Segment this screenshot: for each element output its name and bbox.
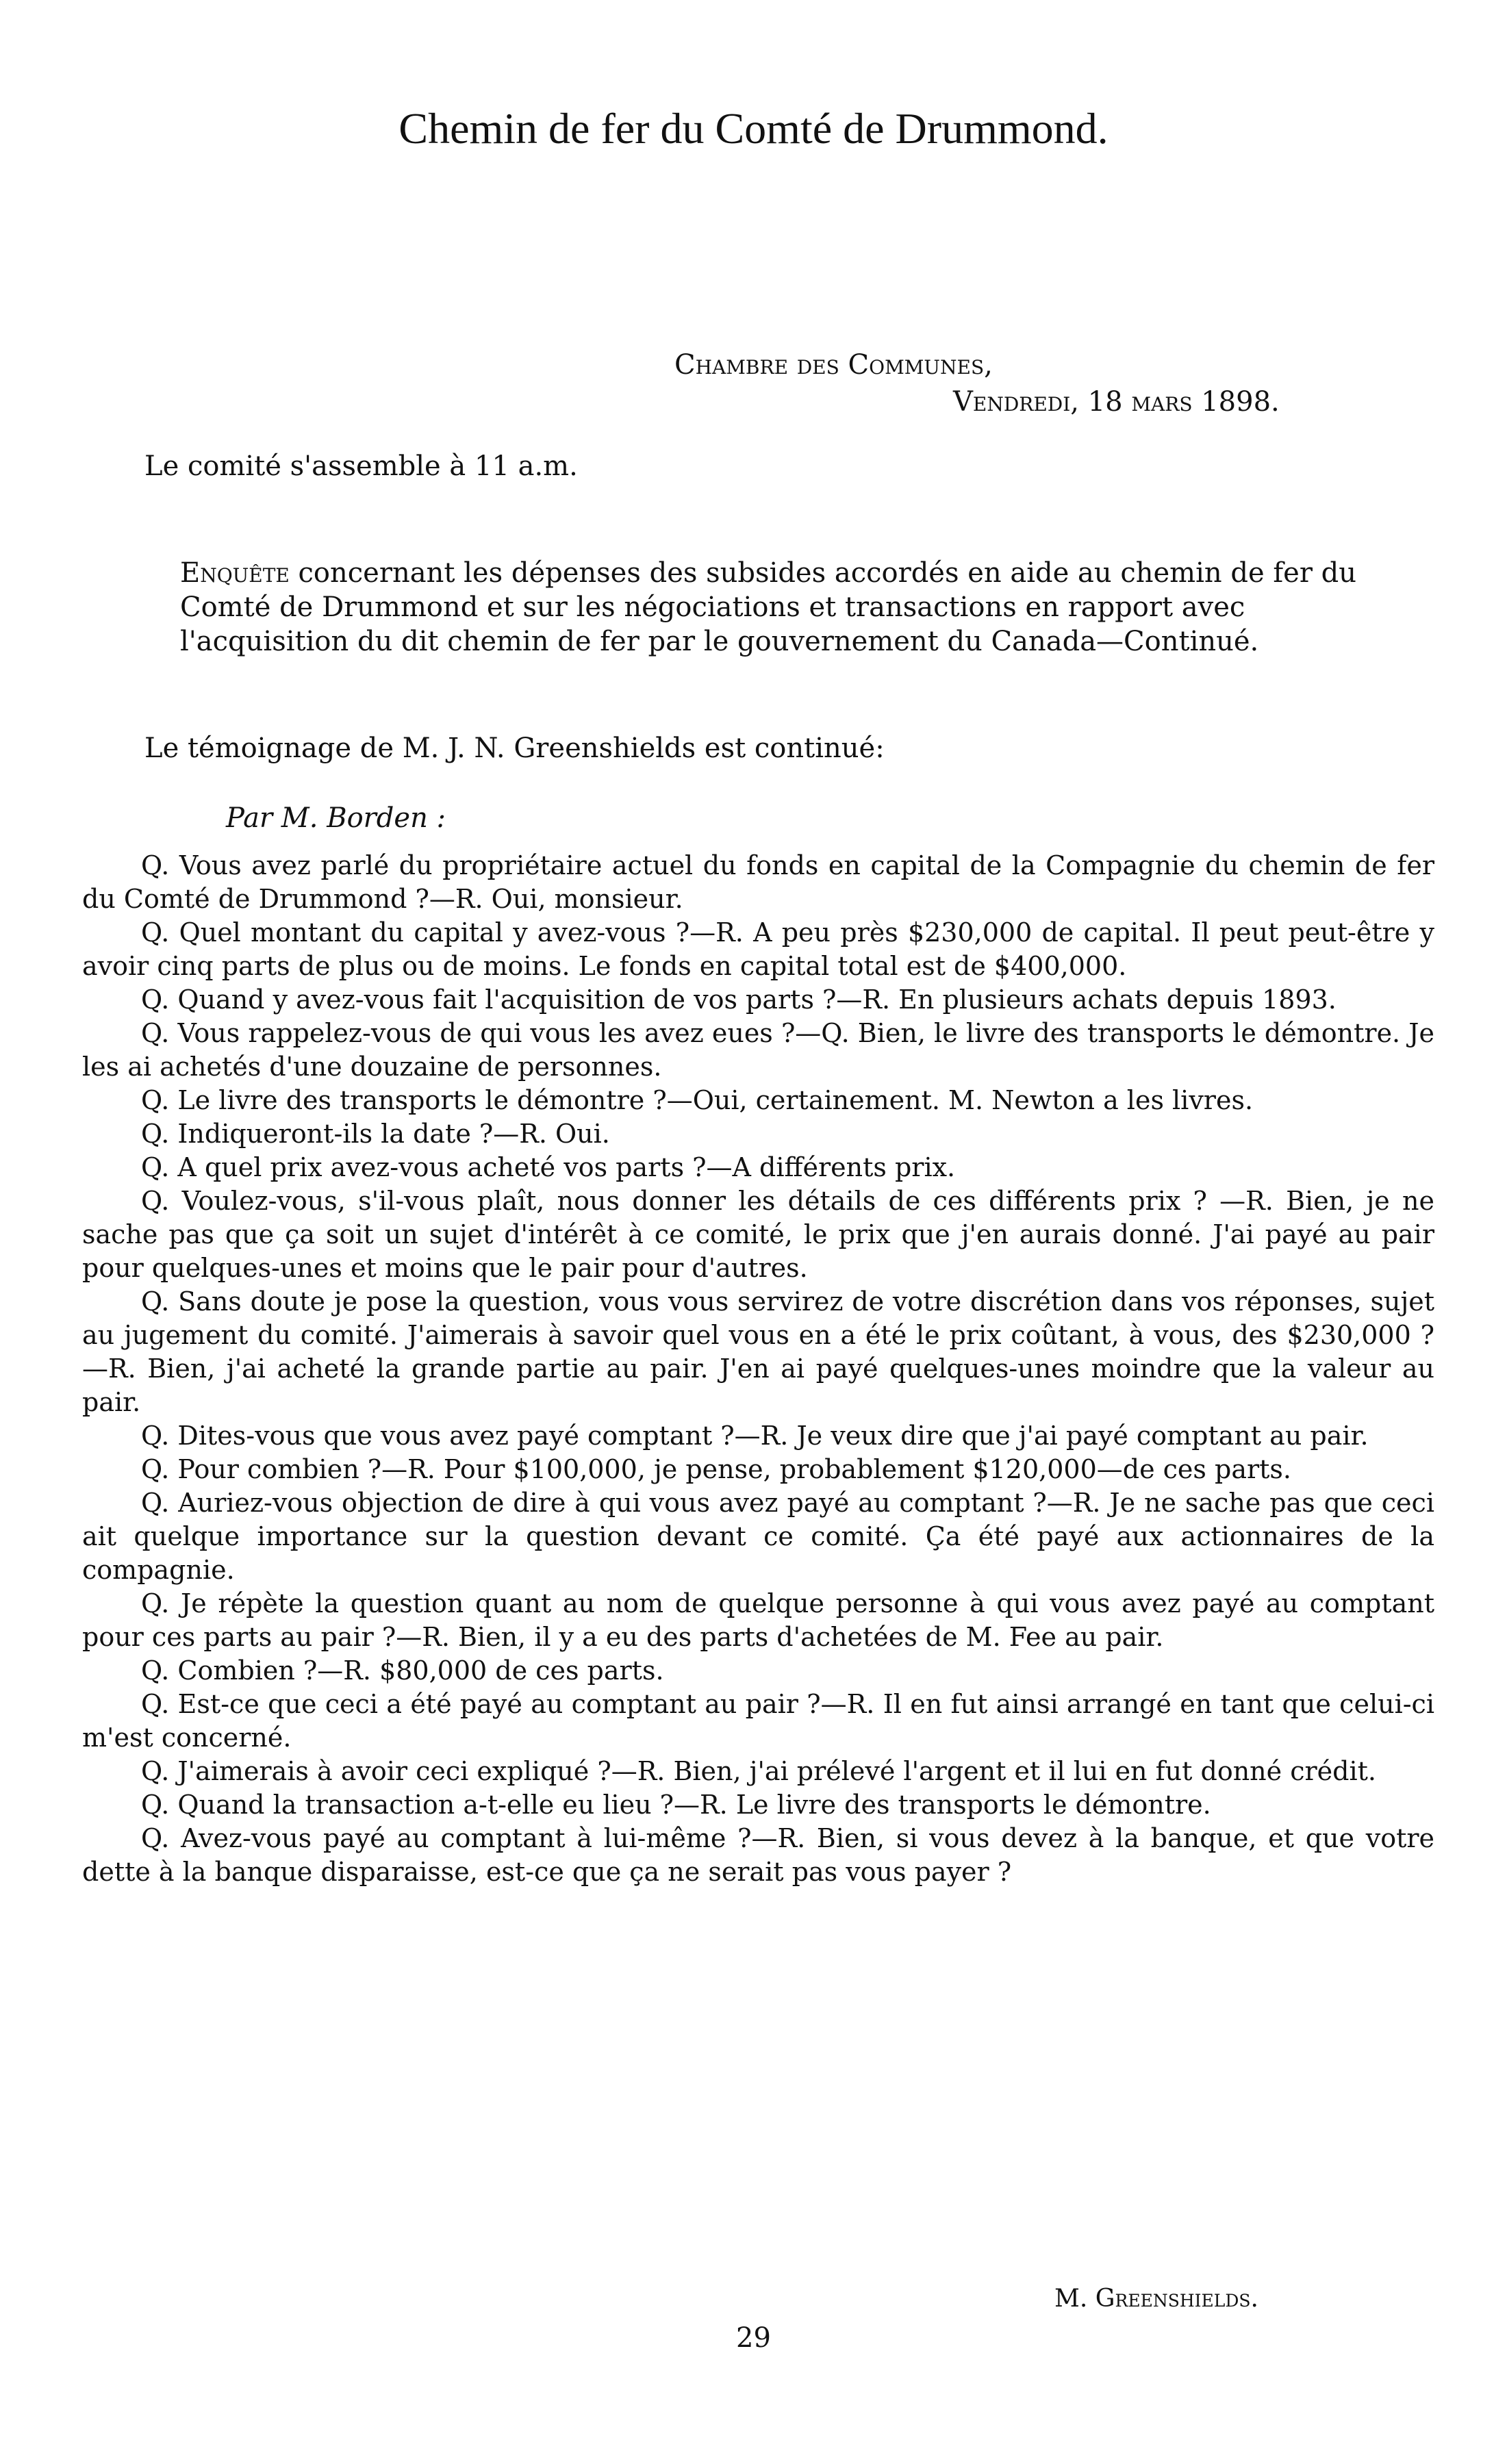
assembly-note: Le comité s'assemble à 11 a.m. [144,450,578,482]
chamber-heading: Chambre des Communes, [674,349,993,381]
testimony-intro: Le témoignage de M. J. N. Greenshields est continué: [144,733,885,764]
qa-paragraph: Q. Pour combien ?—R. Pour $100,000, je pense, probablement $120,000—de ces parts. [141,1454,1291,1484]
enquete-line-2: Comté de Drummond et sur les négociations et transactions en rapport avec [180,592,1245,623]
session-date: Vendredi, 18 mars 1898. [953,386,1280,418]
qa-paragraph: Q. Vous rappelez-vous de qui vous les avez eues ?—Q. Bien, le livre des transports le démontre. Je les ai achetés d'une douzaine de personnes. [82,1018,1434,1082]
enquete-lead: Enquête [180,557,290,589]
qa-paragraph: Q. Auriez-vous objection de dire à qui vous avez payé au comptant ?—R. Je ne sache pas que ceci ait quelque importance sur la question devant ce comité. Ça été payé aux actionnaires de la compagnie. [82,1488,1434,1585]
qa-paragraph: Q. Quel montant du capital y avez-vous ?—R. A peu près $230,000 de capital. Il peut peut-être y avoir cinq parts de plus ou de moins. Le fonds en capital total est de $400,000. [82,917,1434,981]
qa-paragraph: Q. Le livre des transports le démontre ?—Oui, certainement. M. Newton a les livres. [141,1085,1254,1115]
enquete-line-1 [144,556,1434,590]
enquete-text-1: concernant les dépenses des subsides accordés en aide au chemin de fer du [289,557,1357,589]
qa-paragraph: Q. Combien ?—R. $80,000 de ces parts. [141,1655,664,1686]
qa-paragraph: Q. Est-ce que ceci a été payé au comptant au pair ?—R. Il en fut ainsi arrangé en tant que celui-ci m'est concerné. [82,1689,1434,1753]
qa-paragraph: Q. Voulez-vous, s'il-vous plaît, nous donner les détails de ces différents prix ? —R. Bien, je ne sache pas que ça soit un sujet d'intérêt à ce comité, le prix que j'en aurais donné. J'ai payé au pair pour quelques-unes et moins que le pair pour d'autres. [82,1186,1434,1283]
enquete-paragraph [144,556,1434,659]
qa-paragraph: Q. Sans doute je pose la question, vous vous servirez de votre discrétion dans vos réponses, sujet au jugement du comité. J'aimerais à savoir quel vous en a été le prix coûtant, à vous, des $230,000 ?—R. Bien, j'ai acheté la grande partie au pair. J'en ai payé quelques-unes moindre que la valeur au pair. [82,1286,1434,1417]
qa-paragraph: Q. A quel prix avez-vous acheté vos parts ?—A différents prix. [141,1152,956,1182]
qa-paragraph: Q. Indiqueront-ils la date ?—R. Oui. [141,1119,610,1149]
qa-paragraph: Q. Avez-vous payé au comptant à lui-même ?—R. Bien, si vous devez à la banque, et que votre dette à la banque disparaisse, est-ce que ça ne serait pas vous payer ? [82,1823,1434,1887]
witness-signature: M. Greenshields. [1054,2285,1258,2313]
qa-paragraph: Q. Dites-vous que vous avez payé comptant ?—R. Je veux dire que j'ai payé comptant au pair. [141,1421,1369,1451]
qa-paragraph: Q. J'aimerais à avoir ceci expliqué ?—R. Bien, j'ai prélevé l'argent et il lui en fut donné crédit. [141,1756,1376,1786]
qa-paragraph: Q. Je répète la question quant au nom de quelque personne à qui vous avez payé au comptant pour ces parts au pair ?—R. Bien, il y a eu des parts d'achetées de M. Fee au pair. [82,1588,1434,1652]
examiner-heading: Par M. Borden : [226,802,446,834]
question-answer-block [82,849,1434,1889]
qa-paragraph: Q. Vous avez parlé du propriétaire actuel du fonds en capital de la Compagnie du chemin de fer du Comté de Drummond ?—R. Oui, monsieur. [82,850,1434,914]
page-number: 29 [736,2322,771,2354]
qa-paragraph: Q. Quand y avez-vous fait l'acquisition de vos parts ?—R. En plusieurs achats depuis 1893. [141,985,1337,1015]
qa-paragraph: Q. Quand la transaction a-t-elle eu lieu ?—R. Le livre des transports le démontre. [141,1790,1211,1820]
enquete-line-3: l'acquisition du dit chemin de fer par le gouvernement du Canada—Continué. [180,626,1259,657]
page-title: Chemin de fer du Comté de Drummond. [398,104,1109,153]
